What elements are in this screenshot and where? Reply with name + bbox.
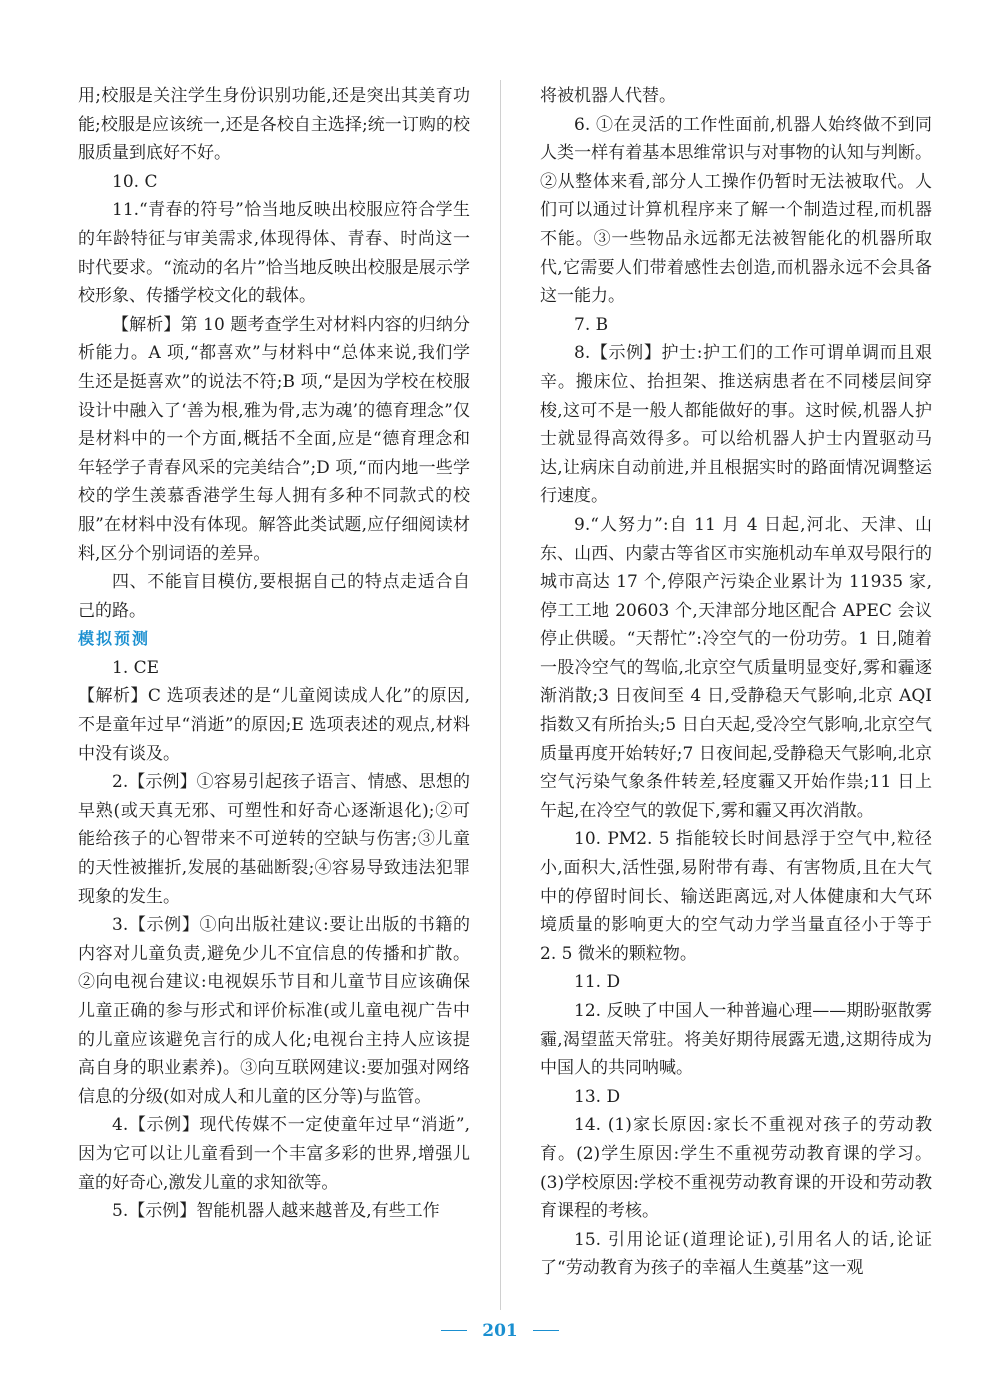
page-number: 201 (482, 1320, 518, 1341)
left-answer-11: 11.“青春的符号”恰当地反映出校服应符合学生的年龄特征与审美需求,体现得体、青春、时尚这一时代要求。“流动的名片”恰当地反映出校服是展示学校形象、传播学校文化的载体。 (78, 200, 470, 307)
right-answer-6: 6. ①在灵活的工作性面前,机器人始终做不到同人类一样有着基本思维常识与对事物的认知与判断。②从整体来看,部分人工操作仍暂时无法被取代。人们可以通过计算机程序来了解一个制造过程,而机器不能。③一些物品永远都无法被智能化的机器所取代,它需要人们带着感性去创造,而机器永远不会具备这一能力。 (540, 114, 932, 307)
left-analysis-10: 【解析】第 10 题考查学生对材料内容的归纳分析能力。A 项,“都喜欢”与材料中“总体来说,我们学生还是挺喜欢”的说法不符;B 项,“是因为学校在校服设计中融入了‘善为根,雅为骨,志为魂’的德育理念”仅是材料中的一个方面,概括不全面,应是“德育理念和年轻学子青春风采的完美结合”;D 项,“而内地一些学校的学生羡慕香港学生每人拥有多种不同款式的校服”在材料中没有体现。解答此类试题,应仔细阅读材料,区分个别词语的差异。 (78, 314, 470, 564)
right-answer-9: 9.“人努力”:自 11 月 4 日起,河北、天津、山东、山西、内蒙古等省区市实施机动车单双号限行的城市高达 17 个,停限产污染企业累计为 11935 家,停工工地 20603 个,天津部分地区配合 APEC 会议停止供暖。“天帮忙”:冷空气的一份功劳。1 日,随着一股冷空气的驾临,北京空气质量明显变好,雾和霾逐渐消散;3 日夜间至 4 日,受静稳天气影响,北京 AQI 指数又有所抬头;5 日白天起,受冷空气影响,北京空气质量再度开始转好;7 日夜间起,受静稳天气影响,北京空气污染气象条件转差,轻度霾又开始作祟;11 日上午起,在冷空气的敦促下,雾和霾又再次消散。 (540, 514, 932, 821)
right-answer-11: 11. D (574, 972, 621, 993)
left-column (78, 82, 470, 1226)
right-answer-12: 12. 反映了中国人一种普遍心理——期盼驱散雾霾,渴望蓝天常驻。将美好期待展露无遗,这期待成为中国人的共同呐喊。 (540, 1001, 932, 1079)
left-analysis-1: 【解析】C 选项表述的是“儿童阅读成人化”的原因,不是童年过早“消逝”的原因;E 选项表述的观点,材料中没有谈及。 (78, 686, 470, 764)
left-answer-2: 2.【示例】①容易引起孩子语言、情感、思想的早熟(或天真无邪、可塑性和好奇心逐渐退化);②可能给孩子的心智带来不可逆转的空缺与伤害;③儿童的天性被摧折,发展的基础断裂;④容易导致违法犯罪现象的发生。 (78, 772, 470, 907)
left-answer-5: 5.【示例】智能机器人越来越普及,有些工作 (112, 1201, 440, 1222)
left-paragraph-1: 用;校服是关注学生身份识别功能,还是突出其美育功能;校服是应该统一,还是各校自主选择;统一订购的校服质量到底好不好。 (78, 86, 470, 164)
left-answer-4-example: 4.【示例】现代传媒不一定使童年过早“消逝”,因为它可以让儿童看到一个丰富多彩的世界,增强儿童的好奇心,激发儿童的求知欲等。 (78, 1115, 470, 1193)
footer-rule-left (441, 1330, 467, 1331)
right-paragraph-1: 将被机器人代替。 (540, 86, 676, 106)
left-answer-3: 3.【示例】①向出版社建议:要让出版的书籍的内容对儿童负责,避免少儿不宜信息的传播和扩散。②向电视台建议:电视娱乐节目和儿童节目应该确保儿童正确的参与形式和评价标准(或儿童电视广告中的儿童应该避免言行的成人化;电视台主持人应该提高自身的职业素养)。③向互联网建议:要加强对网络信息的分级(如对成人和儿童的区分等)与监管。 (78, 915, 470, 1107)
left-answer-10: 10. C (112, 171, 158, 192)
right-answer-10: 10. PM2. 5 指能较长时间悬浮于空气中,粒径小,面积大,活性强,易附带有毒、有害物质,且在大气中的停留时间长、输送距离远,对人体健康和大气环境质量的影响更大的空气动力学当量直径小于等于 2. 5 微米的颗粒物。 (540, 829, 932, 964)
right-answer-13: 13. D (574, 1086, 621, 1107)
right-column (540, 82, 932, 1283)
right-answer-15: 15. 引用论证(道理论证),引用名人的话,论证了“劳动教育为孩子的幸福人生奠基”这一观 (540, 1229, 932, 1279)
left-answer-1: 1. CE (112, 657, 160, 678)
section-heading: 模拟预测 (78, 629, 151, 649)
right-answer-8: 8.【示例】护士:护工们的工作可谓单调而且艰辛。搬床位、抬担架、推送病患者在不同楼层间穿梭,这可不是一般人都能做好的事。这时候,机器人护士就显得高效得多。可以给机器人护士内置驱动马达,让病床自动前进,并且根据实时的路面情况调整运行速度。 (540, 343, 932, 507)
right-answer-7: 7. B (574, 314, 609, 335)
right-answer-14: 14. (1)家长原因:家长不重视对孩子的劳动教育。(2)学生原因:学生不重视劳动教育课的学习。(3)学校原因:学校不重视劳动教育课的开设和劳动教育课程的考核。 (540, 1115, 932, 1222)
page-footer (0, 1320, 1000, 1350)
footer-rule-right (533, 1330, 559, 1331)
left-answer-4: 四、不能盲目模仿,要根据自己的特点走适合自己的路。 (78, 572, 470, 621)
column-divider (500, 80, 501, 1310)
